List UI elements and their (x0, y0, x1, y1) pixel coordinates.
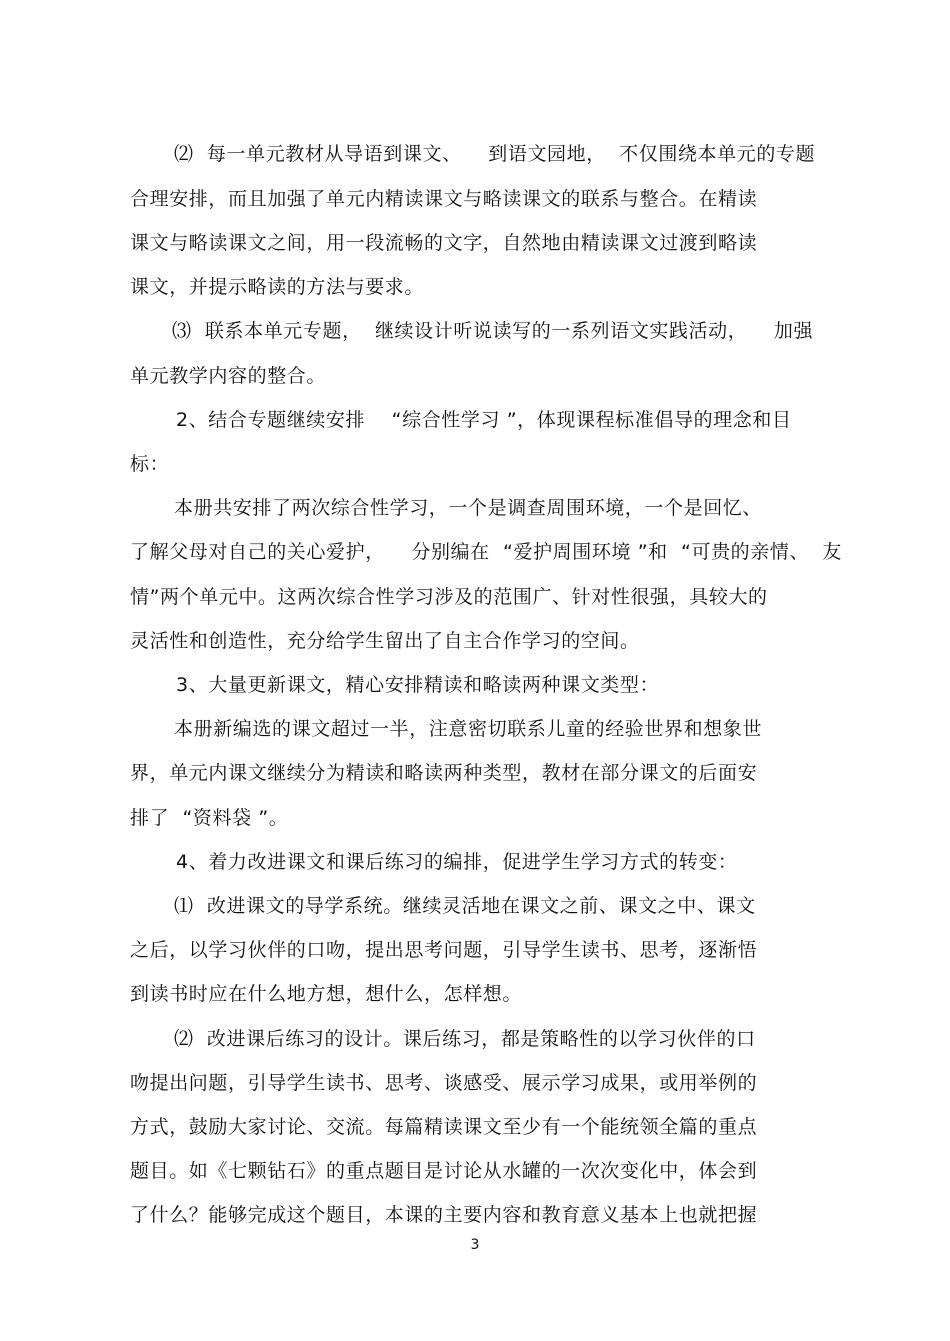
text-line: 本册共安排了两次综合性学习，一个是调查周围环境，一个是回忆、 (174, 497, 763, 519)
text-line: 本册新编选的课文超过一半，注意密切联系儿童的经验世界和想象世 (174, 718, 763, 740)
section-heading: 2、结合专题继续安排 “综合性学习 ”，体现课程标准倡导的理念和目 (176, 409, 792, 431)
page-number: 3 (470, 1237, 480, 1253)
text-line: ⑵ 每一单元教材从导语到课文、 到语文园地， 不仅围绕本单元的专题 (174, 143, 816, 165)
section-heading: 3、大量更新课文，精心安排精读和略读两种课文类型： (176, 674, 660, 696)
text-line: 课文，并提示略读的方法与要求。 (130, 276, 425, 298)
text-line: 标： (130, 453, 170, 475)
text-line: 吻提出问题，引导学生读书、思考、谈感受、展示学习成果，或用举例的 (130, 1072, 758, 1094)
text-line: 方式，鼓励大家讨论、交流。每篇精读课文至少有一个能统领全篇的重点 (130, 1116, 758, 1138)
text-line: 情”两个单元中。这两次综合性学习涉及的范围广、针对性很强，具较大的 (130, 586, 768, 608)
text-line: 课文与略读课文之间，用一段流畅的文字，自然地由精读课文过渡到略读 (130, 232, 758, 254)
text-line: ⑶ 联系本单元专题， 继续设计听说读写的一系列语文实践活动， 加强 (172, 320, 814, 342)
section-heading: 4、着力改进课文和课后练习的编排，促进学生学习方式的转变： (176, 851, 738, 873)
text-line: 了解父母对自己的关心爱护， 分别编在 “爱护周围环境 ”和 “可贵的亲情、 友 (130, 541, 842, 563)
text-line: 界，单元内课文继续分为精读和略读两种类型，教材在部分课文的后面安 (130, 762, 758, 784)
text-line: ⑵ 改进课后练习的设计。课后练习，都是策略性的以学习伙伴的口 (174, 1028, 756, 1050)
text-line: 了什么？能够完成这个题目，本课的主要内容和教育意义基本上也就把握 (130, 1204, 758, 1226)
text-line: 排了 “资料袋 ”。 (130, 807, 289, 829)
text-line: 单元教学内容的整合。 (130, 365, 327, 387)
text-line: 到读书时应在什么地方想，想什么，怎样想。 (130, 983, 523, 1005)
text-line: ⑴ 改进课文的导学系统。继续灵活地在课文之前、课文之中、课文 (174, 895, 756, 917)
text-line: 之后，以学习伙伴的口吻，提出思考问题，引导学生读书、思考，逐渐悟 (130, 939, 758, 961)
text-line: 合理安排，而且加强了单元内精读课文与略读课文的联系与整合。在精读 (130, 188, 758, 210)
text-line: 灵活性和创造性，充分给学生留出了自主合作学习的空间。 (130, 630, 640, 652)
text-line: 题目。如《七颗钻石》的重点题目是讨论从水罐的一次次变化中，体会到 (130, 1160, 758, 1182)
